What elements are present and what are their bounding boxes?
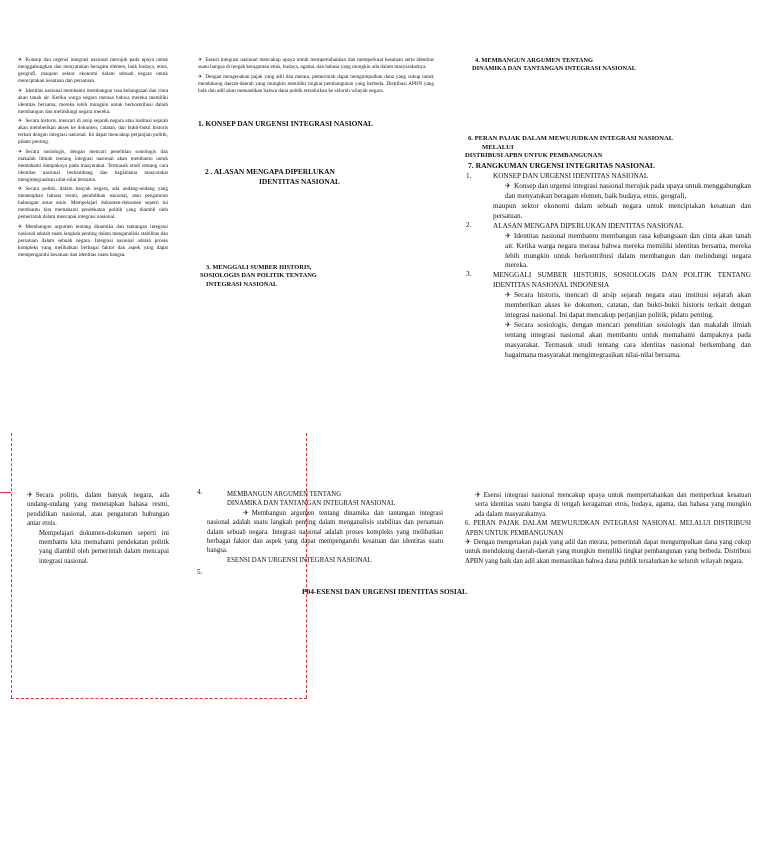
bottom-mid-section: MEMBANGUN ARGUMEN TENTANG DINAMIKA DAN TANTANGAN INTEGRASI NASIONAL ✈ Membangun argumen tentang dinamika dan tantangan integrasi nasional adalah suatu langkah penting dalam menganalisis stabilitas dan persatuan dalam sebuah negara. Integrasi nasional adalah proses kompleks yang melibatkan berbagai faktor dan aspek yang dapat mempengaruhi kesatuan dan identitas suatu bangsa. ESENSI DAN URGENSI INTEGRASI NASIONAL	[207, 491, 443, 564]
arrow-bullet-icon: ✈	[475, 492, 481, 499]
bullet-item: ✈ Identitas nasional membantu membangun rasa kebangsaan dan cinta akan tanah air. Ketika warga negara merasa bahwa mereka memiliki identitas bersama, mereka lebih mungkin untuk berkontribusi dalam membangun dan melindungi negara mereka.	[18, 87, 168, 115]
list-number: 3.	[466, 270, 472, 278]
arrow-bullet-icon: ✈	[18, 148, 23, 155]
heading-3: 3. MENGGALI SUMBER HISTORIS, SOSIOLOGIS DAN POLITIK TENTANG INTEGRASI NASIONAL	[200, 264, 317, 288]
bullet-item: ✈ Secara politis, dalam banyak negara, ada undang-undang yang menetapkan bahasa resmi, pendidikan nasional, atau pengaturan hubungan antar etnis. Mempelajari dokumen-dokumen seperti ini membantu kita memahami pendekatan politik yang diambil oleh pemerintah dalam mencapai integrasi nasional.	[18, 186, 168, 221]
section-heading: 6. PERAN PAJAK DALAM MEWUJUDKAN INTEGRASI NASIONAL MELALUI DISTRIBUSI APBN UNTUK PEMBANGUNAN	[465, 520, 751, 537]
guide-line	[11, 698, 307, 699]
heading-2: 2 . ALASAN MENGAPA DIPERLUKAN IDENTITAS NASIONAL	[205, 167, 340, 186]
arrow-bullet-icon: ✈	[18, 223, 23, 230]
arrow-bullet-icon: ✈	[505, 291, 512, 300]
bullet-item: ✈ Membangun argumen tentang dinamika dan tantangan integrasi nasional adalah suatu langkah penting dalam menganalisis stabilitas dan persatuan dalam sebuah negara. Integrasi nasional adalah proses kompleks yang melibatkan berbagai faktor dan aspek yang dapat mempengaruhi kesatuan dan identitas suatu bangsa.	[207, 509, 443, 555]
summary-title: MENGGALI SUMBER HISTORIS, SOSIOLOGIS DAN POLITIK TENTANG IDENTITAS NASIONAL INDONESIA	[493, 271, 751, 290]
bullet-item: ✈ Esensi integrasi nasional mencakup upaya untuk mempertahankan dan memperkuat kesatuan serta identitas suatu bangsa di tengah keragaman etnis, budaya, agama, dan bahasa yang mungkin ada dalam masyarakatnya.	[198, 57, 434, 71]
heading-1: 1. KONSEP DAN URGENSI INTEGRASI NASIONAL	[198, 119, 373, 128]
heading-4: 4. MEMBANGUN ARGUMEN TENTANG DINAMIKA DAN TANTANGAN INTEGRASI NASIONAL	[472, 57, 637, 73]
arrow-bullet-icon: ✈	[18, 118, 23, 125]
bullet-item: ✈ Esensi integrasi nasional mencakup upaya untuk mempertahankan dan memperkuat kesatuan serta identitas suatu bangsa di tengah keragaman etnis, budaya, agama, dan bahasa yang mungkin ada dalam masyarakatnya.	[475, 492, 751, 518]
arrow-bullet-icon: ✈	[505, 321, 512, 330]
bullet-item: ✈ Secara sosiologis, dengan mencari penelitian sosiologis dan makalah ilmiah tentang integrasi nasional akan membantu untuk memahami dampaknya pada masyarakat. Termasuk studi tentang cara identitas nasional berkembang dan bagaimana masyarakat mengintegrasikan nilai-nilai bersama.	[505, 321, 751, 359]
heading-7: 7. RANGKUMAN URGENSI INTEGRITAS NASIONAL	[468, 161, 655, 170]
top-left-column	[18, 57, 168, 261]
bullet-item: ✈ Dengan mengenakan pajak yang adil dan merata, pemerintah dapat mengumpulkan dana yang cukup untuk mendukung daerah-daerah yang mungkin memiliki tingkat pembangunan yang berbeda. Distribusi APBN yang baik dan adil akan memastikan bahwa dana publik tersalurkan ke seluruh wilayah negara.	[465, 538, 751, 565]
bullet-item: ✈ Membangun argumen tentang dinamika dan tantangan integrasi nasional adalah suatu langkah penting dalam menganalisis stabilitas dan persatuan dalam sebuah negara. Integrasi nasional adalah proses kompleks yang melibatkan berbagai faktor dan aspek yang dapat mempengaruhi kesatuan dan identitas suatu bangsa.	[18, 223, 168, 258]
guide-line	[11, 433, 12, 698]
arrow-bullet-icon: ✈	[18, 57, 23, 63]
bullet-item: ✈ Dengan mengenakan pajak yang adil dan merata, pemerintah dapat mengumpulkan dana yang cukup untuk mendukung daerah-daerah yang mungkin memiliki tingkat pembangunan yang berbeda. Distribusi APBN yang baik dan adil akan memastikan bahwa dana publik tersalurkan ke seluruh wilayah negara.	[198, 73, 434, 94]
heading-6: 6. PERAN PAJAK DALAM MEWUJUDKAN INTEGRASI NASIONAL MELALUI DISTRIBUSI APBN UNTUK PEMBANGUNAN	[465, 135, 674, 160]
bullet-item: ✈ Secara historis, mencari di arsip sejarah negara atau institusi sejarah akan memberikan akses ke dokumen, catatan, dan bukti-bukti historis terkait dengan integrasi nasional. Ini dapat mencakup perjanjian politik, pidato penting.	[505, 291, 751, 320]
arrow-bullet-icon: ✈	[505, 181, 512, 190]
bottom-right-section	[465, 491, 751, 566]
arrow-bullet-icon: ✈	[198, 57, 203, 63]
bullet-item: ✈ Secara sosiologis, dengan mencari penelitian sosiologis dan makalah ilmiah tentang integrasi nasional akan membantu untuk memahami dampaknya pada masyarakat. Termasuk studi tentang cara identitas nasional berkembang dan bagaimana masyarakat mengintegrasikan nilai-nilai bersama.	[18, 148, 168, 183]
list-number: 4.	[197, 488, 203, 496]
bullet-item: ✈ Secara historis, mencari di arsip sejarah negara atau institusi sejarah akan memberikan akses ke dokumen, catatan, dan bukti-bukti historis terkait dengan integrasi nasional. Ini dapat mencakup perjanjian politik, pidato penting.	[18, 118, 168, 146]
guide-line	[306, 433, 307, 698]
summary-list	[493, 172, 751, 361]
arrow-bullet-icon: ✈	[27, 492, 33, 499]
list-number: 2.	[466, 221, 472, 229]
arrow-bullet-icon: ✈	[18, 87, 23, 94]
guide-line	[0, 492, 11, 493]
arrow-bullet-icon: ✈	[198, 73, 203, 80]
bullet-item: ✈ Konsep dan urgensi integrasi nasional merujuk pada upaya untuk menggabungkan dan menyatukan beragam elemen, baik budaya, etnis, geografi, maupun sektor ekonomi dalam sebuah negara untuk menciptakan kesatuan dan persatuan.	[18, 57, 168, 85]
bottom-left-bullets	[27, 491, 169, 566]
summary-text: maupun sektor ekonomi dalam sebuah negara untuk menciptakan kesatuan dan persatuan.	[493, 201, 751, 220]
list-number: 5.	[197, 568, 203, 576]
summary-title: KONSEP DAN URGENSI IDENTITAS NASIONAL	[493, 172, 649, 180]
list-number: 1.	[466, 172, 472, 180]
bullet-text: Mempelajari dokumen-dokumen seperti ini membantu kita memahami pendekatan politik yang diambil oleh pemerintah dalam mencapai integrasi nasional.	[39, 529, 169, 565]
top-mid-paragraphs	[198, 57, 434, 97]
arrow-bullet-icon: ✈	[243, 509, 249, 517]
arrow-bullet-icon: ✈	[18, 186, 23, 193]
arrow-bullet-icon: ✈	[465, 538, 471, 546]
bullet-item: ✈ Identitas nasional membantu membangun rasa kebangsaan dan cinta akan tanah air. Ketika warga negara merasa bahwa mereka memiliki identitas bersama, mereka lebih mungkin untuk berkontribusi dalam membangun dan melindungi negara mereka.	[505, 231, 751, 270]
summary-title: ALASAN MENGAPA DIPERLUKAN IDENTITAS NASIONAL	[493, 221, 684, 230]
footer-title: P04-ESENSI DAN URGENSI IDENTITAS SOSIAL	[302, 587, 467, 596]
bullet-item: ✈ Konsep dan urgensi integrasi nasional merujuk pada upaya untuk menggabungkan dan menyatukan beragam elemen, baik budaya, etnis, geografi,	[505, 181, 751, 200]
bullet-item: ✈ Secara politis, dalam banyak negara, ada undang-undang yang menetapkan bahasa resmi, pendidikan nasional, atau pengaturan hubungan antar etnis.	[27, 492, 169, 528]
arrow-bullet-icon: ✈	[505, 231, 512, 240]
